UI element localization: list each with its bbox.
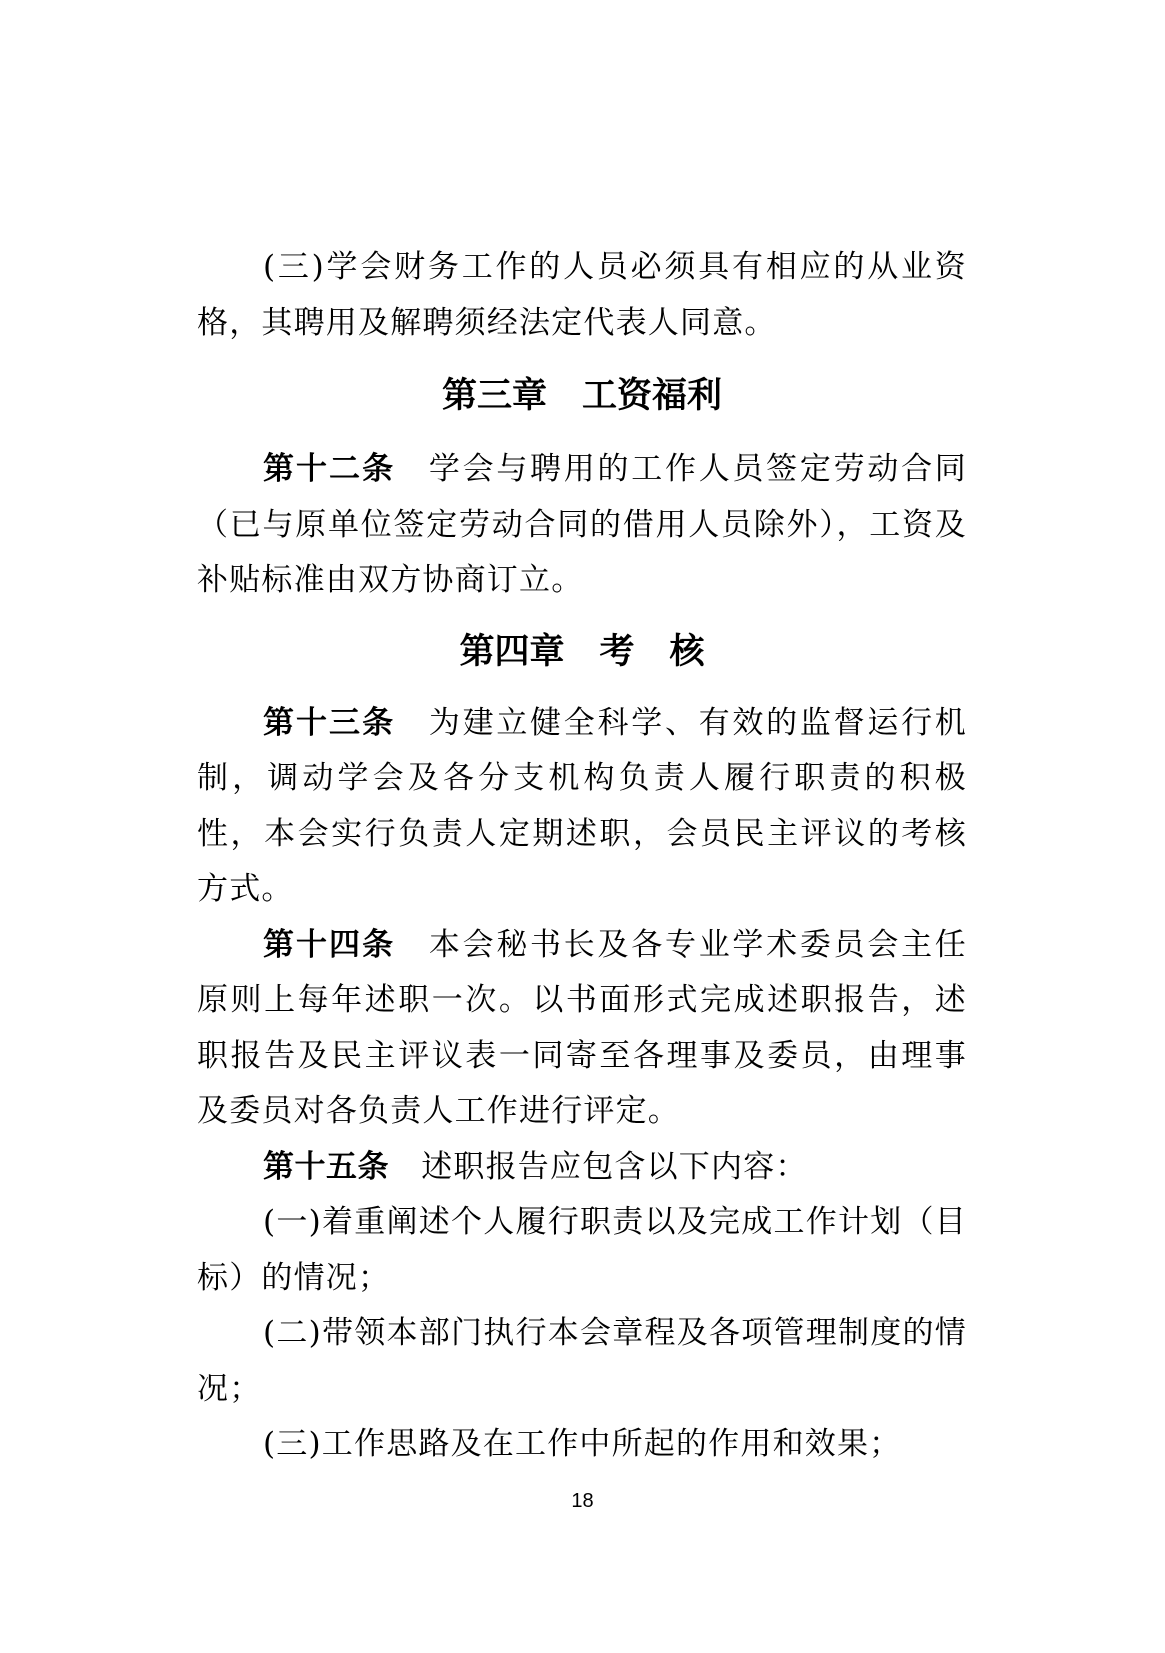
document-body: [197, 240, 967, 1473]
chapter-3-heading: 第三章 工资福利: [441, 376, 722, 416]
article-15: [197, 1140, 967, 1196]
chapter-4-heading: 第四章 考 核: [459, 631, 705, 672]
list-item-3: (三)工作思路及在工作中所起的作用和效果；: [263, 1426, 902, 1462]
list-item-1: (一)着重阐述个人履行职责以及完成工作计划（目标）的情况；: [197, 1204, 967, 1296]
list-item-2: (二)带领本部门执行本会章程及各项管理制度的情况；: [197, 1315, 967, 1407]
article-13-text: 为建立健全科学、有效的监督运行机制，调动学会及各分支机构负责人履行职责的积极性，本会实行负责人定期述职，会员民主评议的考核方式。: [197, 704, 967, 907]
article-13: [197, 696, 967, 918]
article-13-number: 第十三条: [263, 704, 396, 741]
article-12: [197, 442, 967, 609]
paragraph-finance-staff: (三)学会财务工作的人员必须具有相应的从业资格，其聘用及解聘须经法定代表人同意。: [197, 249, 967, 341]
article-12-text: 学会与聘用的工作人员签定劳动合同（已与原单位签定劳动合同的借用人员除外），工资及补贴标准由双方协商订立。: [197, 451, 967, 598]
article-14-text: 本会秘书长及各专业学术委员会主任原则上每年述职一次。以书面形式完成述职报告，述职报告及民主评议表一同寄至各理事及委员，由理事及委员对各负责人工作进行评定。: [197, 926, 967, 1129]
page-number: 18: [571, 1490, 594, 1512]
article-15-text: 述职报告应包含以下内容：: [389, 1148, 808, 1185]
article-14: [197, 918, 967, 1140]
article-14-number: 第十四条: [263, 926, 396, 963]
article-15-number: 第十五条: [263, 1148, 389, 1185]
article-12-number: 第十二条: [263, 451, 396, 487]
